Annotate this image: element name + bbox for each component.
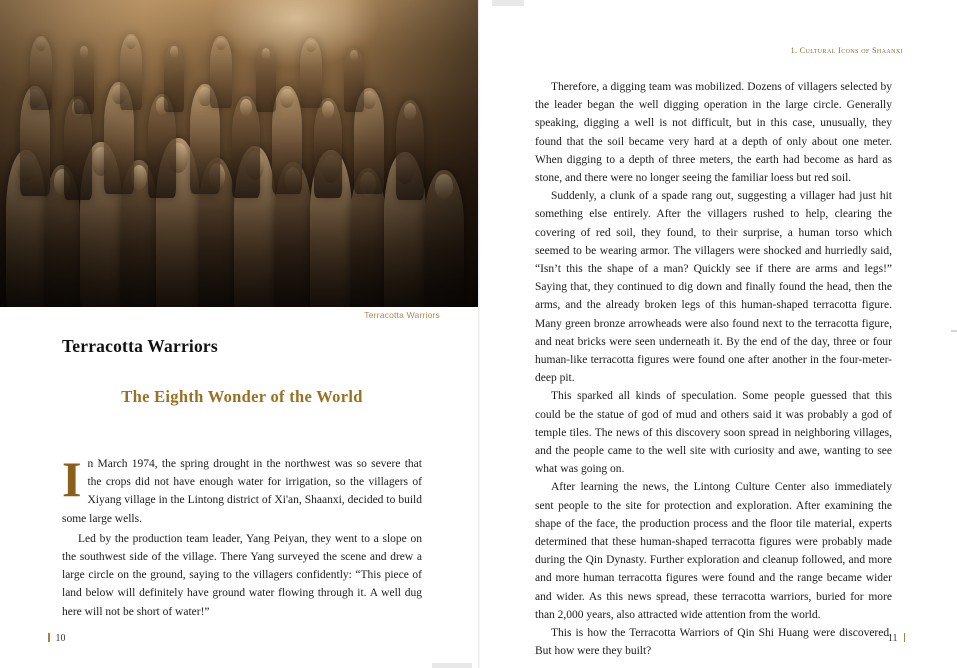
drop-cap: I — [62, 451, 82, 507]
paragraph-4: After learning the news, the Lintong Culture Center also immediately sent people to the site for protection and exploration. After examining the shape of the face, the production process and the floor tile material, experts determined that these human-shaped terracotta figures were probably made during the Qin Dynasty. Further exploration and cleanup followed, and more and more human terracotta figures were found and the range became wider and wider. As this news spread, these terracotta warriors, buried for more than 2,000 years, also attracted wide attention from the world. — [535, 481, 892, 621]
page-edge-bottom-mark — [432, 663, 472, 668]
page-title: Terracotta Warriors — [62, 336, 218, 356]
photo-caption: Terracotta Warriors — [364, 310, 440, 320]
folio-left — [48, 633, 66, 644]
left-page — [0, 0, 478, 668]
paragraph-3: This sparked all kinds of speculation. Some people guessed that this could be the statue of god of mud and others said it was probably a god of temple tiles. The news of this discovery soon spread in neighboring villages, and the people came to the well site with curiosity and awe, wanting to see what was going on. — [535, 390, 892, 476]
folio-rule-icon — [904, 633, 906, 642]
paragraph-5: This is how the Terracotta Warriors of Qin Shi Huang were discovered. But how were they built? — [535, 627, 892, 658]
folio-rule-icon — [48, 633, 50, 642]
photo-vignette — [0, 0, 478, 307]
right-page-text-column — [535, 78, 892, 661]
left-page-text-column — [62, 336, 422, 621]
paragraph-1-text: n March 1974, the spring drought in the northwest was so severe that the crops did not have enough water for irrigation, so the villagers of Xiyang village in the Lintong district of Xi'an, Shaanxi, decided to build some large wells. — [62, 458, 422, 525]
folio-right — [888, 633, 905, 644]
running-head: 1. Cultural Icons of Shaanxi — [790, 46, 903, 55]
paragraph-2: Suddenly, a clunk of a spade rang out, suggesting a villager had just hit something else entirely. After the villagers rushed to help, clearing the covering of red soil, they found, to their surprise, a human torso which seemed to be wearing armor. The villagers were shocked and hurriedly said, “Isn’t this the shape of a man? Quickly see if there are arms and legs!” Saying that, they continued to dig down and finally found the head, then the arms, and the already broken legs of this human-shaped terracotta figure. Many green bronze arrowheads were also found next to the terracotta figure, and neat bricks were seen underneath it. By the end of the day, three or four human-like terracotta figures were found one after another in the four-meter-deep pit. — [535, 190, 892, 385]
page-number-right: 11 — [887, 633, 898, 644]
page-subtitle: The Eighth Wonder of the World — [121, 387, 363, 406]
right-page — [478, 0, 957, 668]
terracotta-warriors-photo — [0, 0, 478, 307]
paragraph-1 — [62, 451, 422, 528]
paragraph-1: Therefore, a digging team was mobilized. Dozens of villagers selected by the leader began the well digging operation in the large circle. Generally speaking, digging a well is not difficult, but in this case, unusually, they found that the soil became very hard at a depth of only about one meter. When digging to a depth of three meters, the earth had become as hard as stone, and there were no longer seeing the familiar loess but red soil. — [535, 81, 892, 185]
paragraph-2: Led by the production team leader, Yang Peiyan, they went to a slope on the southwest side of the village. There Yang surveyed the scene and drew a large circle on the ground, saying to the villagers confidently: “This piece of land below will definitely have ground water flowing through it. A well dug here will not be short of water!” — [62, 532, 422, 618]
page-number-left: 10 — [55, 633, 66, 644]
